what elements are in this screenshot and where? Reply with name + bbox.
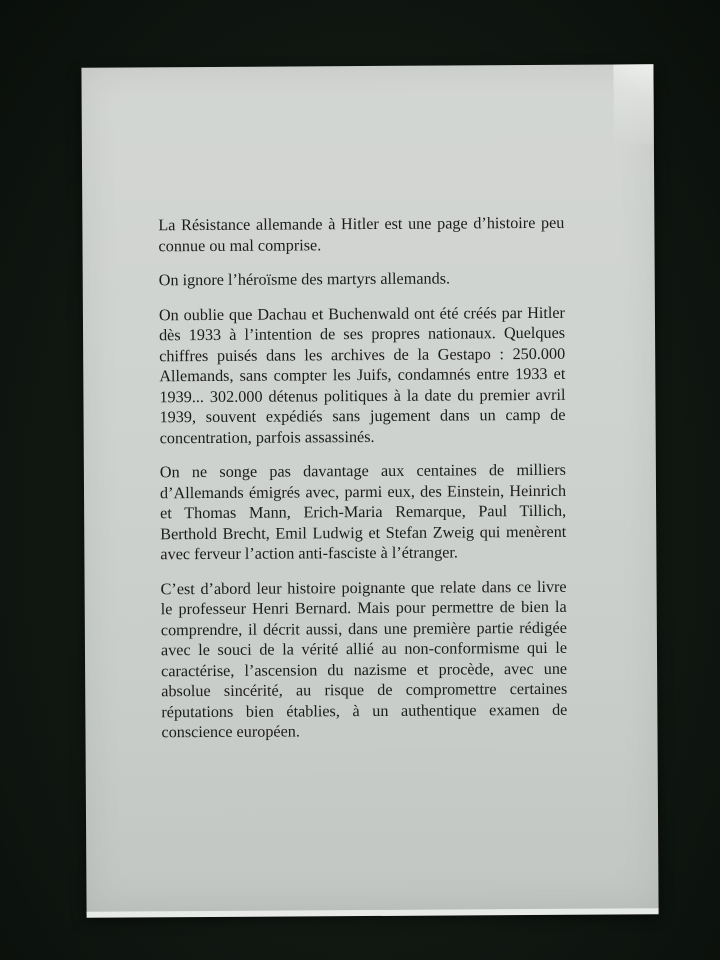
blurb-paragraph-2: On ignore l’héroïsme des martyrs allemands. (158, 269, 451, 290)
back-cover-blurb (158, 213, 567, 757)
blurb-paragraph-3: On oublie que Dachau et Buchenwald ont été créés par Hitler dès 1933 à l’intention de ses propres nationaux. Quelques chiffres puisés dans les archives de la Gestapo : 250.000 Allemands, sans compter les Juifs, condamnés entre 1933 et 1939... 302.000 détenus politiques à la date du premier avril 1939, souvent expédiés sans jugement dans un camp de concentration, parfois assassinés. (158, 303, 566, 447)
blurb-paragraph-1: La Résistance allemande à Hitler est une page d’histoire peu connue ou mal comprise. (158, 213, 565, 255)
blurb-paragraph-4: On ne songe pas davantage aux centaines de milliers d’Allemands émigrés avec, parmi eux, des Einstein, Heinrich et Thomas Mann, Erich-Maria Remarque, Paul Tillich, Berthold Brecht, Emil Ludwig et Stefan Zweig qui menèrent avec ferveur l’action anti-fasciste à l’étranger. (159, 460, 567, 564)
blurb-paragraph-5: C’est d’abord leur histoire poignante que relate dans ce livre le professeur Henri Bernard. Mais pour permettre de bien la comprendre, il décrit aussi, dans une première partie rédigée avec le souci de la vérité allié au non-conformisme qui le caractérise, l’ascension du nazisme et procède, avec une absolue sincérité, au risque de compromettre certaines réputations bien établies, à un authentique examen de conscience européen. (160, 577, 568, 742)
book-back-cover (81, 64, 658, 913)
